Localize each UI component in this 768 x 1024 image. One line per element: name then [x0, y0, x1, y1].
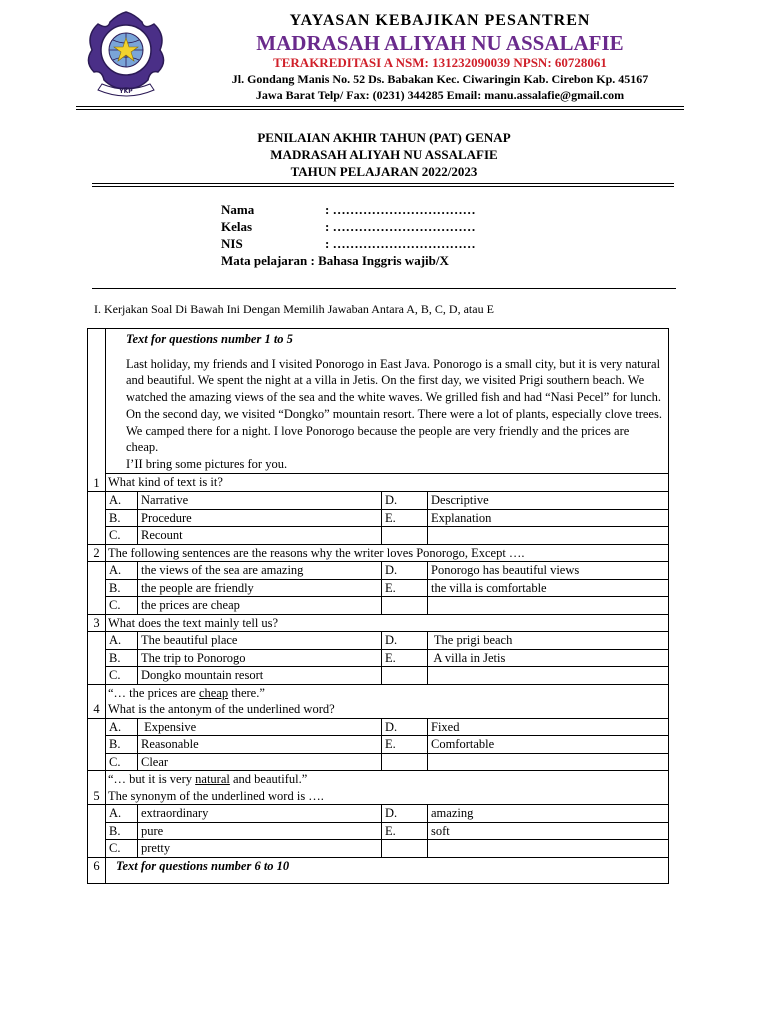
class-row	[221, 219, 476, 235]
option-letter: B.	[106, 649, 138, 667]
question-prompt: What is the antonym of the underlined word?	[108, 702, 335, 717]
option-text[interactable]: A villa in Jetis	[428, 649, 669, 667]
option-letter: C.	[106, 753, 138, 771]
option-text[interactable]: extraordinary	[138, 805, 382, 823]
option-text[interactable]: pretty	[138, 840, 382, 858]
option-letter: E.	[382, 736, 428, 754]
option-letter: D.	[382, 562, 428, 580]
question-number: 5	[88, 771, 106, 805]
option-text[interactable]: The beautiful place	[138, 632, 382, 650]
option-letter: B.	[106, 736, 138, 754]
option-text[interactable]: the people are friendly	[138, 579, 382, 597]
option-letter: C.	[106, 667, 138, 685]
school-name: MADRASAH ALIYAH NU ASSALAFIE	[256, 31, 624, 55]
nis-label: NIS	[221, 236, 243, 251]
option-letter: C.	[106, 527, 138, 545]
option-letter: C.	[106, 840, 138, 858]
option-letter: A.	[106, 632, 138, 650]
question-text: What kind of text is it?	[106, 474, 669, 492]
nis-field[interactable]: : ……………………………	[325, 236, 476, 251]
passage-1-closing: I’II bring some pictures for you.	[126, 457, 288, 472]
option-letter: A.	[106, 492, 138, 510]
underlined-word: natural	[195, 772, 230, 787]
option-letter: A.	[106, 805, 138, 823]
foundation-name: YAYASAN KEBAJIKAN PESANTREN	[289, 12, 591, 29]
option-letter: D.	[382, 492, 428, 510]
option-text[interactable]: soft	[428, 822, 669, 840]
question-quote: “… but it is very natural and beautiful.”	[108, 772, 308, 787]
option-text[interactable]: Dongko mountain resort	[138, 667, 382, 685]
question-number: 2	[88, 544, 106, 562]
school-logo	[80, 10, 172, 100]
question-text: What does the text mainly tell us?	[106, 614, 669, 632]
option-text[interactable]: Ponorogo has beautiful views	[428, 562, 669, 580]
option-text[interactable]: Descriptive	[428, 492, 669, 510]
nis-row	[221, 236, 476, 252]
option-letter: E.	[382, 822, 428, 840]
info-rule	[92, 288, 676, 289]
question-text: The following sentences are the reasons why the writer loves Ponorogo, Except ….	[106, 544, 669, 562]
address-line-2: Jawa Barat Telp/ Fax: (0231) 344285 Email: manu.assalafie@gmail.com	[255, 88, 625, 102]
title-rule-2	[92, 186, 674, 187]
option-text[interactable]: Clear	[138, 753, 382, 771]
passage-1-paragraph: Last holiday, my friends and I visited Ponorogo in East Java. Ponorogo is a small city, but it is very natural and beautiful. We spent the night at a villa in Jetis. On the first day, we visited Prigi southern beach. We watched the amazing views of the sea and the white waves. We grilled fish and had “Nasi Pecel” for lunch. On the second day, we visited “Dongko” mountain resort. There were a lot of plants, especially clove trees. We camped there for a night. I love Ponorogo because the people are very friendly and the prices are cheap.	[126, 356, 662, 455]
accreditation-line: TERAKREDITASI A NSM: 131232090039 NPSN: 60728061	[273, 55, 607, 70]
exam-school: MADRASAH ALIYAH NU ASSALAFIE	[270, 147, 498, 162]
question-quote: “… the prices are cheap there.”	[108, 685, 265, 700]
underlined-word: cheap	[198, 685, 229, 700]
passage-2-heading: Text for questions number 6 to 10	[106, 857, 669, 883]
letterhead-rule	[76, 106, 684, 107]
instruction: I. Kerjakan Soal Di Bawah Ini Dengan Memilih Jawaban Antara A, B, C, D, atau E	[94, 302, 494, 316]
question-number: 3	[88, 614, 106, 632]
option-text[interactable]: the villa is comfortable	[428, 579, 669, 597]
option-text[interactable]: Narrative	[138, 492, 382, 510]
option-letter: E.	[382, 649, 428, 667]
question-prompt: The synonym of the underlined word is ….	[108, 788, 324, 803]
question-text	[106, 684, 669, 718]
question-number: 1	[88, 329, 106, 492]
option-text[interactable]: Explanation	[428, 509, 669, 527]
option-letter: D.	[382, 718, 428, 736]
class-field[interactable]: : ……………………………	[325, 219, 476, 234]
title-rule-1	[92, 183, 674, 184]
option-text[interactable]: Fixed	[428, 718, 669, 736]
option-letter: B.	[106, 579, 138, 597]
exam-year: TAHUN PELAJARAN 2022/2023	[290, 164, 478, 179]
option-letter: D.	[382, 632, 428, 650]
option-letter: E.	[382, 579, 428, 597]
letterhead-rule-thin	[76, 109, 684, 110]
logo-text: YKP	[119, 88, 133, 95]
option-letter: C.	[106, 597, 138, 615]
option-text[interactable]: Expensive	[138, 718, 382, 736]
question-text	[106, 771, 669, 805]
questions-table	[87, 328, 669, 884]
option-text[interactable]: pure	[138, 822, 382, 840]
address-line-1: Jl. Gondang Manis No. 52 Ds. Babakan Kec. Ciwaringin Kab. Cirebon Kp. 45167	[231, 72, 649, 86]
option-text[interactable]: Recount	[138, 527, 382, 545]
option-text[interactable]: The trip to Ponorogo	[138, 649, 382, 667]
option-letter: A.	[106, 562, 138, 580]
name-field[interactable]: : ……………………………	[325, 202, 476, 217]
question-number: 6	[88, 857, 106, 883]
option-text[interactable]: The prigi beach	[428, 632, 669, 650]
option-letter: D.	[382, 805, 428, 823]
name-label: Nama	[221, 202, 255, 217]
option-text[interactable]: Comfortable	[428, 736, 669, 754]
option-text[interactable]: Reasonable	[138, 736, 382, 754]
option-text[interactable]: amazing	[428, 805, 669, 823]
class-label: Kelas	[221, 219, 253, 234]
passage-1	[106, 329, 669, 474]
name-row	[221, 202, 476, 218]
option-text[interactable]: the prices are cheap	[138, 597, 382, 615]
option-letter: E.	[382, 509, 428, 527]
subject-row: Mata pelajaran : Bahasa Inggris wajib/X	[221, 253, 449, 268]
question-number: 4	[88, 684, 106, 718]
option-letter: A.	[106, 718, 138, 736]
option-text[interactable]: the views of the sea are amazing	[138, 562, 382, 580]
option-letter: B.	[106, 822, 138, 840]
exam-title: PENILAIAN AKHIR TAHUN (PAT) GENAP	[257, 130, 511, 145]
option-letter: B.	[106, 509, 138, 527]
option-text[interactable]: Procedure	[138, 509, 382, 527]
passage-1-heading: Text for questions number 1 to 5	[126, 332, 293, 346]
